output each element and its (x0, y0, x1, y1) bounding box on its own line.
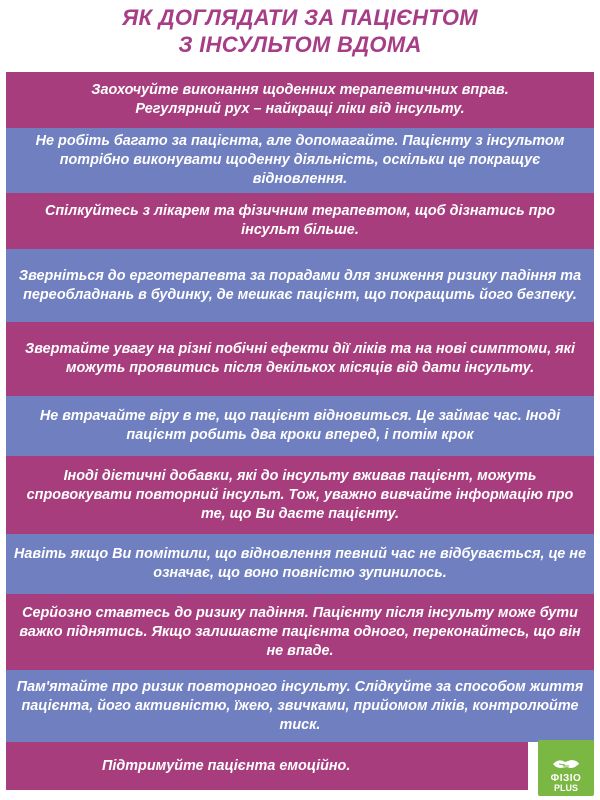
tip-text-10: Пам'ятайте про ризик повторного інсульту. Слідкуйте за способом життя пацієнта, його активністю, їжею, звичками, прийомом ліків, контролюйте тиск. (16, 678, 584, 733)
tip-card-5 (6, 322, 594, 396)
tip-text-8: Навіть якщо Ви помітили, що відновлення певний час не відбувається, це не означає, що воно повністю зупинилось. (14, 546, 586, 581)
tip-text-2: Не робіть багато за пацієнта, але допомагайте. Пацієнту з інсультом потрібно виконувати щоденну діяльність, оскільки це покращує відновлення. (35, 133, 565, 187)
tip-card-1 (6, 72, 594, 128)
title-line-1: ЯК ДОГЛЯДАТИ ЗА ПАЦІЄНТОМ (122, 5, 478, 30)
tip-card-9 (6, 594, 594, 670)
fizio-plus-logo (538, 740, 594, 796)
tip-card-6 (6, 396, 594, 456)
logo-text-line-1: ФІЗІО (550, 773, 582, 784)
tip-text-3: Спілкуйтесь з лікарем та фізичним терапевтом, щоб дізнатись про інсульт більше. (44, 203, 556, 238)
tip-card-4 (6, 249, 594, 322)
tip-card-2 (6, 128, 594, 193)
tip-text-5: Звертайте увагу на різні побічні ефекти дії ліків та на нові симптоми, які можуть проявитись після декількох місяців від дати інсульту. (25, 341, 575, 376)
title-line-2: З ІНСУЛЬТОМ ВДОМА (178, 32, 422, 57)
tip-card-10 (6, 670, 594, 742)
tip-card-11 (6, 742, 528, 790)
tip-text-7: Іноді дієтичні добавки, які до інсульту вживав пацієнт, можуть спровокувати повторний інсульт. Тож, уважно вивчайте інформацію про те, що Ви даєте пацієнту. (26, 467, 574, 522)
page-title (0, 4, 600, 58)
tip-text-1: Заохочуйте виконання щоденних терапевтичних вправ. Регулярний рух – найкращі ліки від інсульту. (91, 82, 509, 117)
tip-text-11: Підтримуйте пацієнта емоційно. (102, 757, 351, 774)
tip-text-9: Серйозно ставтесь до ризику падіння. Пацієнту після інсульту може бути важко піднятись. Якщо залишаєте пацієнта одного, переконайтесь, що він не впаде. (19, 604, 581, 659)
tip-card-8 (6, 534, 594, 594)
logo-text-line-2: PLUS (553, 783, 578, 793)
tip-text-4: Зверніться до ерготерапевта за порадами для зниження ризику падіння та переобладнань в будинку, де мешкає пацієнт, що покращить його безпеку. (18, 267, 582, 303)
tip-card-3 (6, 193, 594, 249)
tip-card-7 (6, 456, 594, 534)
handshake-icon (551, 754, 581, 772)
tip-text-6: Не втрачайте віру в те, що пацієнт відновиться. Це займає час. Іноді пацієнт робить два кроки вперед, і потім крок (39, 408, 561, 443)
